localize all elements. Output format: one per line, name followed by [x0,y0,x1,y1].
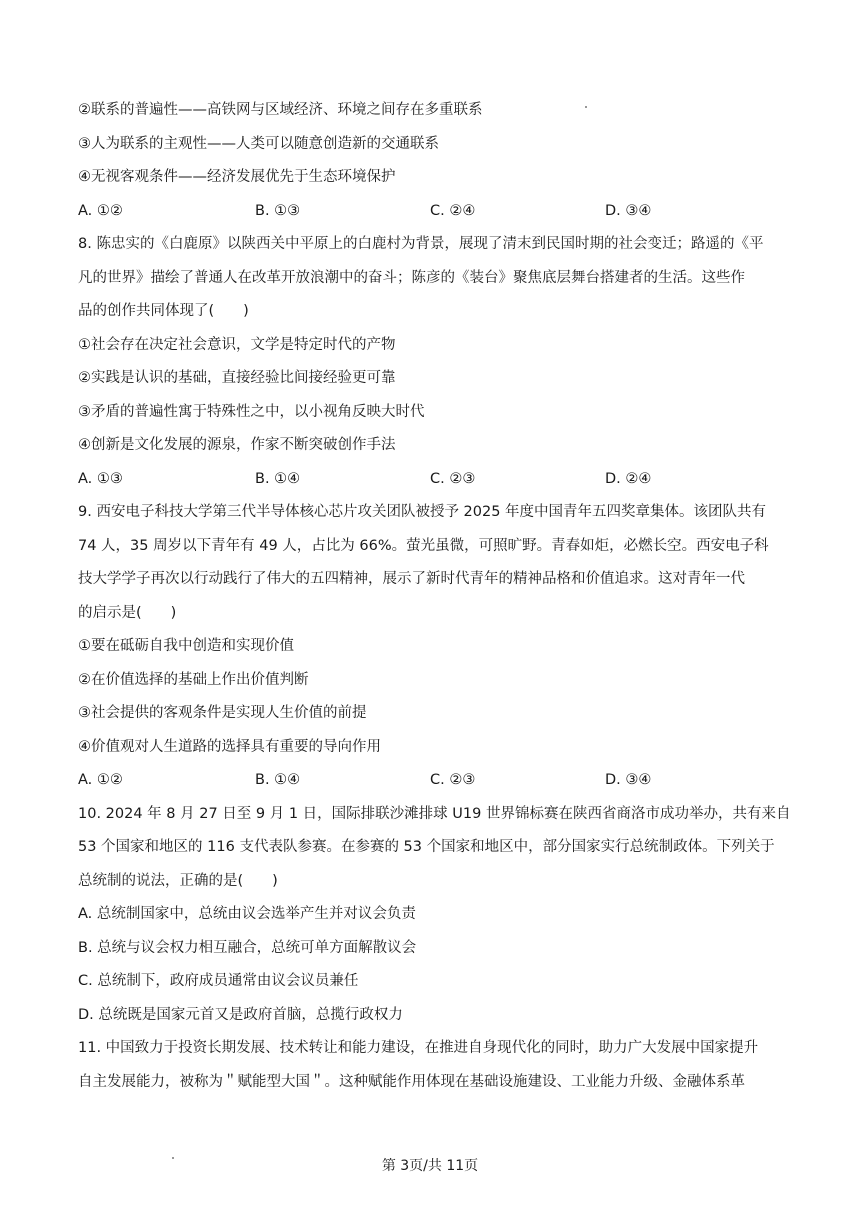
page-content [78,100,791,1105]
q8-statement-3: ③矛盾的普遍性寓于特殊性之中，以小视角反映大时代 [78,403,425,420]
q9-options [78,770,788,791]
q7-option-c[interactable]: C. ②④ [430,202,476,219]
q8-option-d[interactable]: D. ②④ [605,470,652,487]
q8-statement-2: ②实践是认识的基础，直接经验比间接经验更可靠 [78,370,396,386]
q10-option-d[interactable]: D. 总统既是国家元首又是政府首脑，总揽行政权力 [78,1006,403,1023]
page-number: 第 3页/共 11页 [381,1158,479,1174]
q7-option-d[interactable]: D. ③④ [605,202,652,219]
q7-statement-3: ③人为联系的主观性——人类可以随意创造新的交通联系 [78,135,439,152]
q8-option-b[interactable]: B. ①④ [255,470,301,487]
q10-option-b[interactable]: B. 总统与议会权力相互融合，总统可单方面解散议会 [78,939,417,956]
q9-statement-3: ③社会提供的客观条件是实现人生价值的前提 [78,705,367,721]
q10-option-c[interactable]: C. 总统制下，政府成员通常由议会议员兼任 [78,973,359,989]
q7-option-b[interactable]: B. ①③ [255,202,301,219]
q8-options [78,469,788,490]
q9-stem-line: 的启示是( ) [78,604,177,621]
q9-statement-4: ④价值观对人生道路的选择具有重要的导向作用 [78,738,381,755]
q8-option-a[interactable]: A. ①③ [78,470,123,487]
q9-option-b[interactable]: B. ①④ [255,772,301,788]
q10-option-a[interactable]: A. 总统制国家中，总统由议会选举产生并对议会负责 [78,906,416,922]
q8-statement-4: ④创新是文化发展的源泉，作家不断突破创作手法 [78,437,396,453]
q8-stem-line: 8. 陈忠实的《白鹿原》以陕西关中平原上的白鹿村为背景，展现了清末到民国时期的社会变迁；路遥的《平 [78,236,764,252]
q9-statement-2: ②在价值选择的基础上作出价值判断 [78,671,309,688]
q10-stem [78,804,791,892]
q7-statement-4: ④无视客观条件——经济发展优先于生态环境保护 [78,169,396,185]
q9-stem-line: 9. 西安电子科技大学第三代半导体核心芯片攻关团队被授予 2025 年度中国青年五四奖章集体。该团队共有 [78,504,767,520]
q8-stem-line: 凡的世界》描绘了普通人在改革开放浪潮中的奋斗；陈彦的《装台》聚焦底层舞台搭建者的生活。这些作 [78,269,745,286]
q8-stem-line: 品的创作共同体现了( ) [78,303,249,319]
q9-stem-line: 技大学学子再次以行动践行了伟大的五四精神，展示了新时代青年的精神品格和价值追求。这对青年一代 [78,571,745,587]
q9-statement-1: ①要在砥砺自我中创造和实现价值 [78,638,294,654]
q11-stem [78,1038,788,1093]
q9-option-c[interactable]: C. ②③ [430,772,476,788]
q9-stem-line: 74 人，35 周岁以下青年有 49 人，占比为 66%。萤光虽微，可照旷野。青春如炬，必燃长空。西安电子科 [78,537,769,554]
q9-stem [78,502,788,624]
q8-stem [78,234,788,322]
q9-option-d[interactable]: D. ③④ [605,772,652,788]
q11-stem-line: 11. 中国致力于投资长期发展、技术转让和能力建设，在推进自身现代化的同时，助力广大发展中国家提升 [78,1040,759,1056]
q11-stem-line: 自主发展能力，被称为＂赋能型大国＂。这种赋能作用体现在基础设施建设、工业能力升级、金融体系革 [78,1073,745,1090]
q10-stem-line: 总统制的说法，正确的是( ) [78,872,278,889]
q9-option-a[interactable]: A. ①② [78,772,123,788]
q10-stem-line: 10. 2024 年 8 月 27 日至 9 月 1 日，国际排联沙滩排球 U19 世界锦标赛在陕西省商洛市成功举办，共有来自 [78,805,791,822]
q7-options [78,201,788,222]
q8-statement-1: ①社会存在决定社会意识，文学是特定时代的产物 [78,336,396,353]
q10-stem-line: 53 个国家和地区的 116 支代表队参赛。在参赛的 53 个国家和地区中，部分国家实行总统制政体。下列关于 [78,839,775,855]
q7-statement-2: ②联系的普遍性——高铁网与区域经济、环境之间存在多重联系 [78,102,483,118]
q7-option-a[interactable]: A. ①② [78,202,123,219]
q8-option-c[interactable]: C. ②③ [430,470,476,487]
